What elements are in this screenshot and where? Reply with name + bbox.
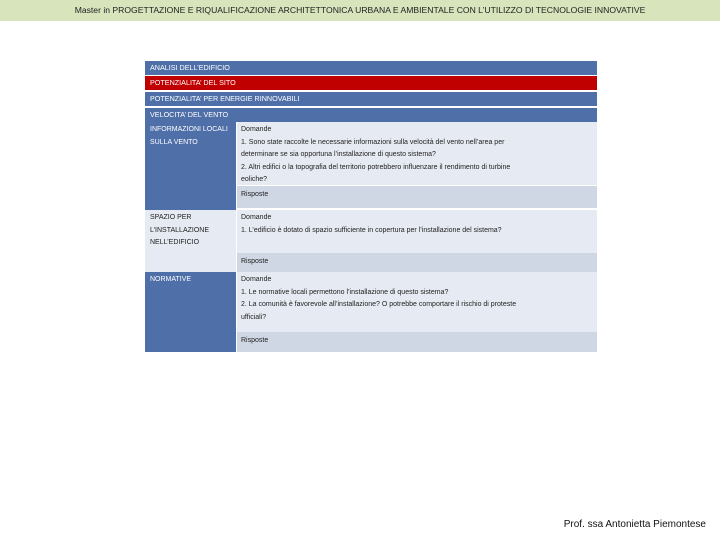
footer-author: Prof. ssa Antonietta Piemontese: [563, 519, 706, 530]
question-line: determinare se sia opportuna l’installazione di questo sistema?: [241, 151, 436, 158]
questions-normative: [236, 272, 597, 332]
question-line: 2. Altri edifici o la topografia del territorio potrebbero influenzare il rendimento di turbine: [241, 163, 511, 171]
question-line: 1. Le normative locali permettono l’installazione di questo sistema?: [241, 288, 449, 296]
section-label-spazio: [145, 210, 236, 272]
answers-spazio: [236, 253, 597, 272]
row-velocita-vento: VELOCITA’ DEL VENTO: [145, 108, 597, 122]
answers-informazioni: [236, 186, 597, 208]
risposte-label: Risposte: [241, 191, 269, 198]
section-label-text: INFORMAZIONI LOCALI SULLA VENTO: [150, 126, 228, 146]
risposte-label: Risposte: [241, 337, 269, 344]
header-title: Master in PROGETTAZIONE E RIQUALIFICAZIONE ARCHITETTONICA URBANA E AMBIENTALE CON L’UTILIZZO DI TECNOLOGIE INNOVATIVE: [74, 5, 646, 15]
question-line: 1. L’edificio è dotato di spazio sufficiente in copertura per l’installazione del sistema?: [241, 226, 502, 234]
questions-spazio: [236, 210, 597, 253]
questions-informazioni: [236, 122, 597, 185]
section-label-normative: [145, 272, 236, 352]
domande-title: Domande: [241, 214, 272, 221]
row-potenzialita-energie: POTENZIALITA’ PER ENERGIE RINNOVABILI: [145, 92, 597, 106]
section-label-text: SPAZIO PER L’INSTALLAZIONE NELL’EDIFICIO: [150, 214, 210, 246]
header-title-bar: [0, 0, 720, 21]
question-line: 1. Sono state raccolte le necessarie informazioni sulla velocità del vento nell’area per: [241, 138, 505, 146]
domande-title: Domande: [241, 126, 272, 133]
question-line: 2. La comunità è favorevole all’installazione? O potrebbe comportare il rischio di proteste: [241, 301, 517, 308]
question-line: eoliche?: [241, 176, 268, 183]
row-analisi-edificio: ANALISI DELL’EDIFICIO: [145, 61, 597, 75]
domande-title: Domande: [241, 276, 272, 283]
answers-normative: [236, 332, 597, 352]
row-potenzialita-sito: POTENZIALITA’ DEL SITO: [145, 76, 597, 90]
question-line: ufficiali?: [241, 313, 267, 321]
section-label-text: NORMATIVE: [150, 276, 192, 283]
risposte-label: Risposte: [241, 258, 269, 265]
section-label-informazioni: [145, 122, 236, 210]
